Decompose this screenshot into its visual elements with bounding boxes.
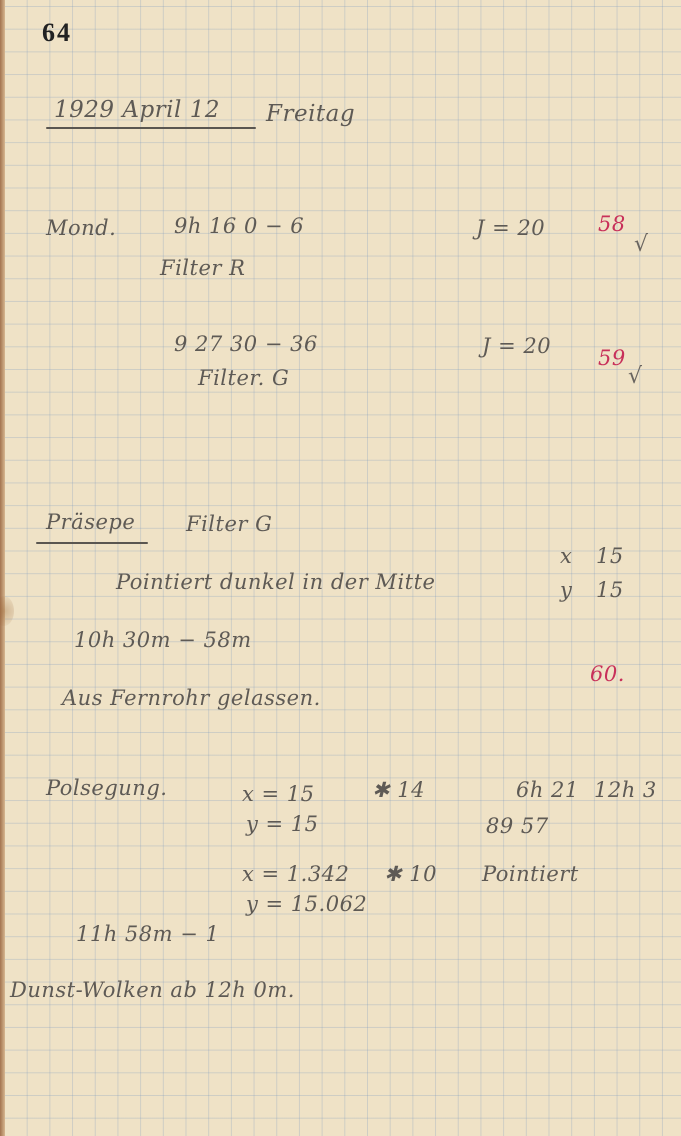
praesepe-filter: Filter G <box>186 512 273 536</box>
polsegung-y2: y = 15.062 <box>246 892 368 916</box>
mond-obs1-filter: Filter R <box>160 256 246 280</box>
praesepe-note: Aus Fernrohr gelassen. <box>62 686 321 710</box>
praesepe-y-value: 15 <box>596 578 624 602</box>
mond-obs2-filter: Filter. G <box>198 366 290 390</box>
polsegung-time2: 12h 3 <box>594 778 657 802</box>
praesepe-x-value: 15 <box>596 544 624 568</box>
praesepe-x-label: x <box>560 544 573 568</box>
praesepe-title: Präsepe <box>46 510 136 534</box>
weekday: Freitag <box>266 101 356 127</box>
polsegung-time1: 6h 21 <box>516 778 579 802</box>
mond-obs2-time: 9 27 30 − 36 <box>174 332 318 356</box>
date-line: 1929 April 12 <box>54 97 220 123</box>
footer-note: Dunst-Wolken ab 12h 0m. <box>10 978 295 1002</box>
polsegung-label: Polsegung. <box>46 776 168 800</box>
praesepe-plate: 60. <box>590 662 625 686</box>
polsegung-star1: ✱ 14 <box>372 778 425 802</box>
mond-obs2-plate: 59 <box>598 346 626 370</box>
mond-obs1-time: 9h 16 0 − 6 <box>174 214 305 238</box>
polsegung-time: 11h 58m − 1 <box>76 922 220 946</box>
praesepe-time: 10h 30m − 58m <box>74 628 252 652</box>
mond-obs2-j: J = 20 <box>482 334 552 358</box>
mond-obs1-j: J = 20 <box>476 216 546 240</box>
check-mark-1: √ <box>634 232 649 257</box>
polsegung-pointiert: Pointiert <box>482 862 579 886</box>
polsegung-y1: y = 15 <box>246 812 319 836</box>
paper-stain <box>0 596 14 626</box>
polsegung-val: 89 57 <box>486 814 549 838</box>
mond-obs1-plate: 58 <box>598 212 626 236</box>
date-underline <box>46 127 256 129</box>
check-mark-2: √ <box>628 364 643 389</box>
polsegung-x1: x = 15 <box>242 782 315 806</box>
praesepe-y-label: y <box>560 578 573 602</box>
praesepe-underline <box>36 542 148 544</box>
binding-edge <box>0 0 5 1136</box>
polsegung-star2: ✱ 10 <box>384 862 437 886</box>
praesepe-pointiert: Pointiert dunkel in der Mitte <box>116 570 436 594</box>
polsegung-x2: x = 1.342 <box>242 862 350 886</box>
page-number: 64 <box>42 18 72 47</box>
mond-label: Mond. <box>46 216 117 240</box>
